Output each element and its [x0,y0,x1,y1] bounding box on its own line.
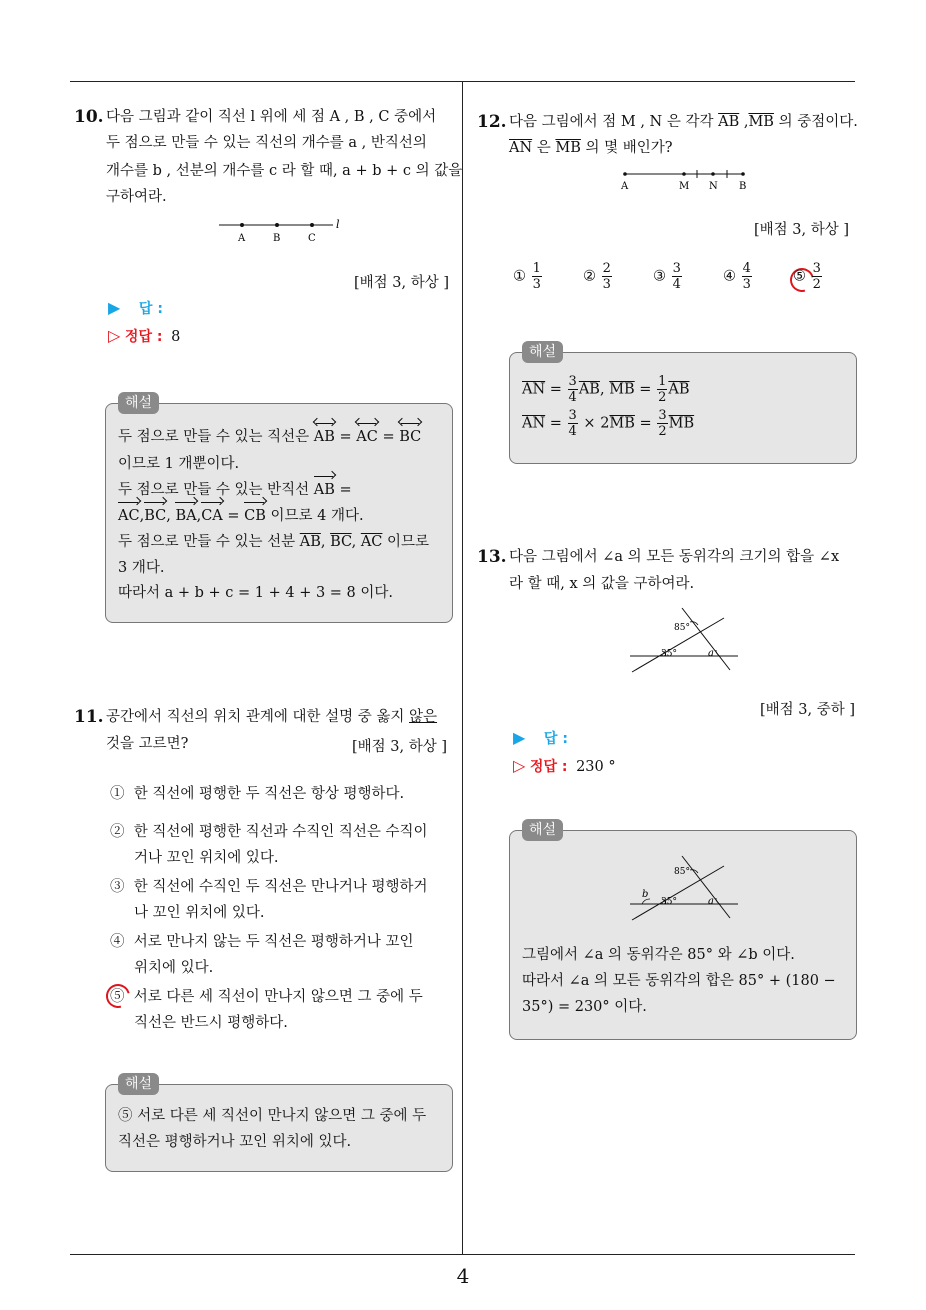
answer-row [108,298,163,318]
solution-line: 35°) = 230° 이다. [522,999,647,1015]
angle-35-label: 35° [661,897,677,907]
choice-4-cont: 위치에 있다. [134,960,214,976]
correct-value: 8 [171,329,181,345]
solution-line: 3 개다. [118,560,165,576]
question-number: 10. [74,107,104,127]
solution-line: 두 점으로 만들 수 있는 직선은 AB = AC = BC [118,424,421,450]
score-label: [배점 3, 하상 ] [754,222,850,238]
line-abc-figure [215,214,345,246]
question-number: 11. [74,707,104,727]
correct-answer-row [108,326,180,346]
score-label: [배점 3, 중하 ] [760,702,856,718]
angle-35-label: 35° [661,649,677,659]
solution-line: ⑤ 서로 다른 세 직선이 만나지 않으면 그 중에 두 [118,1108,427,1124]
angle-85-label: 85° [674,623,690,633]
question-text-line: 개수를 b , 선분의 개수를 c 라 할 때, a + b + c 의 값을 [106,163,463,179]
choice-5[interactable]: ⑤ 서로 다른 세 직선이 만나지 않으면 그 중에 두 [110,989,423,1005]
page-number: 4 [456,1264,470,1288]
choice-4[interactable]: ④ 서로 만나지 않는 두 직선은 평행하거나 꼬인 [110,934,414,950]
choice-2-cont: 거나 꼬인 위치에 있다. [134,850,279,866]
question-text-line: 공간에서 직선의 위치 관계에 대한 설명 중 옳지 않은 [106,709,438,725]
solution-line: 그림에서 ∠a 의 동위각은 85° 와 ∠b 이다. [522,947,795,963]
question-number: 12. [477,112,507,132]
answer-label: 답 : [543,731,568,747]
bottom-rule [70,1254,855,1255]
solution-line: $\overline{AN}$ = $\frac{3}{4}$ $\overline{AB}$, $\overline{MB}$ = $\frac{1}{2}$ $\overline{AB}$ [522,374,690,405]
solution-tab: 해설 [522,819,563,841]
point-label-b: B [739,181,747,192]
point-label-a: A [621,181,629,192]
correct-label: 정답 : [124,329,163,345]
solution-line: 두 점으로 만들 수 있는 선분 $\overline{AB}$, $\overline{BC}$, $\overline{AC}$ 이므로 [118,534,430,550]
question-text-line: 두 점으로 만들 수 있는 직선의 개수를 a , 반직선의 [106,135,427,151]
solution-tab: 해설 [522,341,563,363]
solution-line: 두 점으로 만들 수 있는 반직선 AB = [118,477,352,503]
angle-b-label: b [642,889,649,900]
choice-1[interactable]: ① $\frac{1}{3}$ [513,261,541,292]
question-text-line: 다음 그림에서 점 M , N 은 각각 $\overline{AB}$ $,\overline{MB}$ 의 중점이다. [509,114,858,130]
question-text-line: 라 할 때, x 의 값을 구하여라. [509,576,695,592]
solution-tab: 해설 [118,1073,159,1095]
question-number: 13. [477,547,507,567]
play-icon: ▶ [108,298,121,317]
solution-box [509,352,857,464]
choice-3-cont: 나 꼬인 위치에 있다. [134,905,265,921]
answer-label: 답 : [138,301,163,317]
correct-label: 정답 : [529,759,568,775]
choice-2[interactable]: ② 한 직선에 평행한 직선과 수직인 직선은 수직이 [110,824,428,840]
solution-angle-figure [626,852,742,924]
point-label-b: B [273,233,281,244]
point-label-n: N [709,181,718,192]
choice-5[interactable]: ⑤ $\frac{3}{2}$ [793,261,821,292]
choice-1[interactable]: ① 한 직선에 평행한 두 직선은 항상 평행하다. [110,786,405,802]
answer-row [513,728,568,748]
line-label-l: l [336,218,340,231]
question-text-line: 다음 그림과 같이 직선 l 위에 세 점 A , B , C 중에서 [106,109,437,125]
solution-tab: 해설 [118,392,159,414]
point-label-a: A [238,233,246,244]
solution-line: 직선은 평행하거나 꼬인 위치에 있다. [118,1134,352,1150]
score-label: [배점 3, 하상 ] [352,739,448,755]
solution-line: 따라서 ∠a 의 모든 동위각의 합은 85° + (180 − [522,973,836,989]
outline-play-icon: ▷ [108,326,121,345]
segment-amnb-figure [615,164,755,194]
correct-answer-row [513,756,616,776]
question-text-line: 다음 그림에서 ∠a 의 모든 동위각의 크기의 합을 ∠x [509,549,840,565]
correct-value: 230 ° [576,759,616,775]
angle-figure [626,604,742,676]
angle-85-label: 85° [674,867,690,877]
choice-3[interactable]: ③ 한 직선에 수직인 두 직선은 만나거나 평행하거 [110,879,428,895]
outline-play-icon: ▷ [513,756,526,775]
solution-line: 따라서 a + b + c = 1 + 4 + 3 = 8 이다. [118,585,394,601]
choice-3[interactable]: ③ $\frac{3}{4}$ [653,261,681,292]
solution-line: 이므로 1 개뿐이다. [118,456,240,472]
question-text-line: 것을 고르면? [106,736,189,752]
score-label: [배점 3, 하상 ] [354,275,450,291]
choice-4[interactable]: ④ $\frac{4}{3}$ [723,261,751,292]
point-label-m: M [679,181,690,192]
question-text-line: 구하여라. [106,189,167,205]
play-icon: ▶ [513,728,526,747]
question-text-line: $\overline{AN}$ 은 $\overline{MB}$ 의 몇 배인가? [509,140,673,156]
column-divider [462,82,463,1254]
choice-5-cont: 직선은 반드시 평행하다. [134,1015,288,1031]
angle-a-label: a [708,648,714,659]
solution-line: AC,BC, BA,CA = CB 이므로 4 개다. [118,503,364,529]
solution-line: $\overline{AN}$ = $\frac{3}{4}$ × $2\overline{MB}$ = $\frac{3}{2}$ $\overline{MB}$ [522,408,695,439]
point-label-c: C [308,233,316,244]
angle-a-label: a [708,896,714,907]
choice-2[interactable]: ② $\frac{2}{3}$ [583,261,611,292]
